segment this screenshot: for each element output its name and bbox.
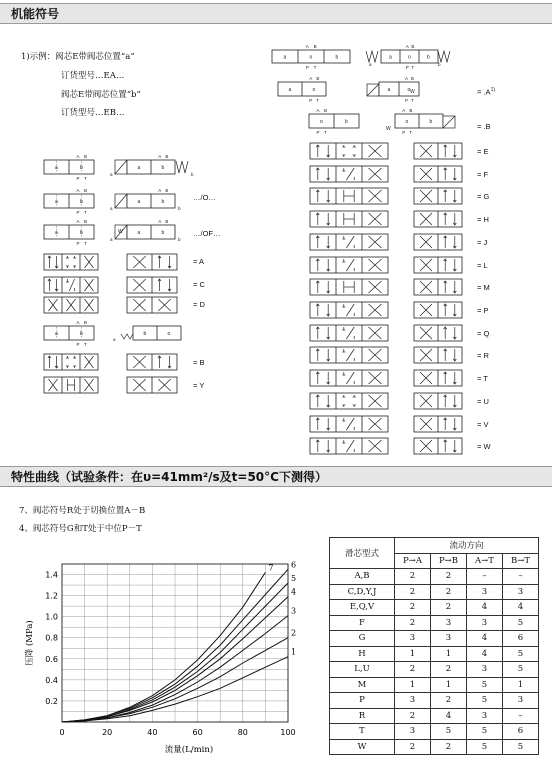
port-p: P <box>405 65 409 70</box>
table-row <box>330 724 539 740</box>
spool-type-cell: F <box>330 615 395 631</box>
series-label: 6 <box>291 560 297 570</box>
valve-envelope <box>310 393 388 409</box>
flow-value-cell: 1 <box>395 646 431 662</box>
port-b: B <box>313 44 317 49</box>
table-header-direction: B→T <box>503 553 539 569</box>
port-p: P <box>402 130 406 135</box>
port-p: P <box>305 65 309 70</box>
flow-value-cell: 2 <box>431 569 467 585</box>
label-right-spool: = Q <box>477 329 490 338</box>
flow-value-cell: – <box>503 569 539 585</box>
x-tick-label: 100 <box>280 728 296 737</box>
x-axis-label: 流量(L/min) <box>164 745 214 755</box>
valve-envelope <box>310 347 388 363</box>
flow-value-cell: 2 <box>431 739 467 755</box>
table-row <box>330 708 539 724</box>
spool-type-cell: M <box>330 677 395 693</box>
label-y: = Y <box>193 381 205 390</box>
series-label: 1 <box>291 647 297 657</box>
flow-value-cell: 5 <box>503 739 539 755</box>
port-b: B <box>316 76 320 81</box>
flow-value-cell: 2 <box>431 584 467 600</box>
y-tick-label: 0.4 <box>45 675 58 685</box>
label-right-b: = .B <box>477 122 491 131</box>
position-letter: b <box>80 331 83 337</box>
position-letter: b <box>429 119 433 125</box>
x-tick-label: 0 <box>59 728 65 737</box>
table-header-direction: P→B <box>431 553 467 569</box>
port-t: T <box>411 98 414 103</box>
table-row <box>330 569 539 585</box>
valve-envelope <box>310 438 388 454</box>
position-letter: o <box>167 331 171 337</box>
port-t: T <box>84 176 87 181</box>
spool-type-cell: W <box>330 739 395 755</box>
port-t: T <box>324 130 327 135</box>
flow-value-cell: 5 <box>503 662 539 678</box>
spool-type-cell: R <box>330 708 395 724</box>
flow-value-cell: 3 <box>431 631 467 647</box>
x-tick-label: 60 <box>192 728 203 737</box>
flow-value-cell: – <box>503 708 539 724</box>
flow-value-cell: 3 <box>395 724 431 740</box>
port-b: B <box>409 108 413 113</box>
x-tick-label: 80 <box>237 728 248 737</box>
note-line-1: 7、阀芯符号R处于切换位置A－B <box>19 506 146 516</box>
position-letter: a <box>369 62 372 67</box>
position-letter: a <box>113 337 116 342</box>
example-line-4: 订货型号…EB… <box>61 108 125 118</box>
port-b: B <box>165 188 169 193</box>
position-letter: b <box>335 54 339 61</box>
position-letter: b <box>191 172 194 177</box>
port-b: B <box>84 188 88 193</box>
port-a: A <box>76 219 80 224</box>
position-letter: a <box>110 237 113 242</box>
port-b: B <box>324 108 328 113</box>
y-tick-label: 0.6 <box>45 654 58 664</box>
table-row <box>330 631 539 647</box>
position-letter: b <box>80 230 83 236</box>
flow-value-cell: 1 <box>503 677 539 693</box>
position-letter: b <box>161 230 165 236</box>
flow-value-cell: 3 <box>503 693 539 709</box>
position-letter: a <box>55 331 58 337</box>
x-tick-label: 20 <box>102 728 113 737</box>
flow-value-cell: 4 <box>467 646 503 662</box>
flow-value-cell: 1 <box>431 646 467 662</box>
flow-value-cell: 5 <box>467 724 503 740</box>
port-a: A <box>158 154 162 159</box>
spring <box>366 51 378 62</box>
table-header-spool: 滑芯型式 <box>330 538 395 569</box>
port-p: P <box>76 342 80 347</box>
port-b: B <box>84 219 88 224</box>
port-a: A <box>405 44 409 49</box>
position-letter: a <box>137 199 141 205</box>
valve-envelope <box>310 166 388 182</box>
port-b: B <box>165 154 169 159</box>
label-right-spool: = M <box>477 283 490 292</box>
flow-value-cell: 3 <box>395 693 431 709</box>
position-letter: a <box>110 172 113 177</box>
port-t: T <box>84 241 87 246</box>
label-right-spool: = L <box>477 261 488 270</box>
position-letter: a <box>389 54 392 61</box>
flow-value-cell: 4 <box>431 708 467 724</box>
flow-value-cell: 3 <box>395 631 431 647</box>
example-line-2: 订货型号…EA… <box>61 71 125 81</box>
flow-value-cell: 3 <box>467 662 503 678</box>
port-b: B <box>84 320 88 325</box>
label-right-spool: = G <box>477 192 490 201</box>
flow-value-cell: 1 <box>431 677 467 693</box>
label-right-a-footnote: 1) <box>490 87 496 93</box>
label-right-spool: = J <box>477 238 488 247</box>
spool-type-cell: L,U <box>330 662 395 678</box>
pressure-drop-chart <box>20 552 310 762</box>
port-t: T <box>409 130 413 135</box>
flow-value-cell: 2 <box>395 569 431 585</box>
flow-value-cell: 2 <box>395 615 431 631</box>
position-letter: o <box>407 87 411 93</box>
port-a: A <box>309 76 313 81</box>
valve-envelope <box>44 254 98 270</box>
label-of: …/OF… <box>193 229 221 238</box>
valve-envelope <box>310 302 388 318</box>
table-row <box>330 646 539 662</box>
example-line-3: 阀芯E带阀芯位置“b” <box>61 90 141 100</box>
label-right-spool: = R <box>477 351 489 360</box>
port-p: P <box>309 98 313 103</box>
port-t: T <box>411 65 415 70</box>
flow-value-cell: 3 <box>503 584 539 600</box>
valve-envelope <box>310 370 388 386</box>
port-b: B <box>411 76 415 81</box>
position-letter: o <box>405 119 409 125</box>
flow-value-cell: 2 <box>395 662 431 678</box>
position-letter: o <box>408 54 411 61</box>
position-letter: a <box>137 230 141 236</box>
table-row <box>330 584 539 600</box>
position-letter: b <box>80 165 83 171</box>
series-label: 2 <box>291 628 297 638</box>
label-b: = B <box>193 358 205 367</box>
label-right-spool: = U <box>477 397 489 406</box>
position-letter: b <box>80 199 83 205</box>
flow-value-cell: 4 <box>467 631 503 647</box>
section-title: 特性曲线（试验条件：在υ=41mm²/s及t=50°C下测得） <box>11 470 327 484</box>
port-t: T <box>84 210 87 215</box>
flow-value-cell: 5 <box>431 724 467 740</box>
flow-value-cell: 5 <box>467 677 503 693</box>
flow-value-cell: 5 <box>467 693 503 709</box>
position-letter: a <box>387 87 391 93</box>
table-row <box>330 677 539 693</box>
port-b: B <box>84 154 88 159</box>
position-letter: a <box>55 165 58 171</box>
port-p: P <box>405 98 409 103</box>
position-letter: a <box>137 165 141 171</box>
position-letter: b <box>161 165 165 171</box>
detent-letter: W <box>386 126 391 132</box>
label-right-spool: = W <box>477 442 491 451</box>
port-p: P <box>316 130 320 135</box>
x-tick-label: 40 <box>147 728 158 737</box>
flow-value-cell: 3 <box>467 708 503 724</box>
section-header-curves <box>0 466 552 487</box>
valve-envelope <box>44 277 98 293</box>
position-letter: o <box>309 54 313 61</box>
port-t: T <box>313 65 317 70</box>
label-right-spool: = T <box>477 374 488 383</box>
example-line-1: 1)示例：阀芯E带阀芯位置“a” <box>21 52 135 62</box>
valve-envelope <box>310 257 388 273</box>
spool-type-cell: T <box>330 724 395 740</box>
flow-value-cell: 2 <box>395 708 431 724</box>
y-tick-label: 1.0 <box>45 612 58 622</box>
y-tick-label: 0.8 <box>45 633 58 643</box>
y-tick-label: 1.4 <box>45 570 58 580</box>
table-header-direction: P→A <box>395 553 431 569</box>
port-a: A <box>76 154 80 159</box>
series-label: 4 <box>291 587 297 597</box>
table-row <box>330 615 539 631</box>
flow-table <box>329 537 539 755</box>
detent-letter: W <box>410 89 415 95</box>
label-right-spool: = E <box>477 147 489 156</box>
spool-type-cell: H <box>330 646 395 662</box>
position-letter: a <box>55 230 58 236</box>
label-right-a: = $.A^{1)}$ <box>477 87 496 97</box>
position-letter: b <box>143 331 147 337</box>
flow-value-cell: 5 <box>467 739 503 755</box>
flow-value-cell: 1 <box>395 677 431 693</box>
flow-value-cell: 2 <box>395 739 431 755</box>
flow-value-cell: 5 <box>503 615 539 631</box>
y-tick-label: 0.2 <box>45 696 58 706</box>
port-a: A <box>316 108 320 113</box>
valve-envelope <box>44 354 98 370</box>
flow-value-cell: 2 <box>395 584 431 600</box>
valve-envelope <box>310 143 388 159</box>
flow-value-cell: 2 <box>431 693 467 709</box>
label-a: = A <box>193 257 205 266</box>
label-right-spool: = H <box>477 215 489 224</box>
section-title: 机能符号 <box>11 7 60 21</box>
port-p: P <box>76 241 80 246</box>
flow-value-cell: 4 <box>503 600 539 616</box>
flow-value-cell: 5 <box>503 646 539 662</box>
position-letter: a <box>110 206 113 211</box>
flow-value-cell: 2 <box>431 600 467 616</box>
flow-value-cell: 4 <box>467 600 503 616</box>
flow-value-cell: 6 <box>503 631 539 647</box>
series-label: 3 <box>291 606 297 616</box>
port-a: A <box>158 188 162 193</box>
detent-letter: W <box>118 229 123 235</box>
position-letter: a <box>283 54 287 61</box>
port-a: A <box>76 320 80 325</box>
port-p: P <box>76 176 80 181</box>
flow-value-cell: 3 <box>431 615 467 631</box>
spool-type-cell: E,Q,V <box>330 600 395 616</box>
spool-type-cell: P <box>330 693 395 709</box>
port-t: T <box>84 342 87 347</box>
position-letter: b <box>438 62 441 67</box>
valve-envelope <box>310 234 388 250</box>
port-a: A <box>76 188 80 193</box>
port-b: B <box>165 219 169 224</box>
port-t: T <box>316 98 320 103</box>
port-a: A <box>402 108 406 113</box>
label-right-spool: = F <box>477 170 489 179</box>
flow-value-cell: 3 <box>467 584 503 600</box>
spring <box>121 334 133 339</box>
position-letter: a <box>55 199 58 205</box>
label-right-spool: = V <box>477 420 489 429</box>
series-label: 7 <box>268 563 274 573</box>
table-header-flow: 流动方向 <box>395 538 539 554</box>
port-a: A <box>158 219 162 224</box>
valve-envelope <box>310 325 388 341</box>
port-p: P <box>76 210 80 215</box>
y-tick-label: 1.2 <box>45 591 58 601</box>
spool-type-cell: A,B <box>330 569 395 585</box>
position-letter: o <box>312 87 316 93</box>
flow-value-cell: 2 <box>395 600 431 616</box>
spool-type-cell: C,D,Y,J <box>330 584 395 600</box>
position-letter: a <box>288 87 292 93</box>
label-d: = D <box>193 300 205 309</box>
position-letter: b <box>345 119 348 125</box>
table-header-direction: A→T <box>467 553 503 569</box>
valve-envelope <box>310 416 388 432</box>
position-letter: b <box>178 237 181 242</box>
table-row <box>330 662 539 678</box>
y-axis-label: 压降 (MPa) <box>25 620 35 666</box>
position-letter: b <box>178 206 181 211</box>
label-right-spool: = P <box>477 306 489 315</box>
spring <box>176 161 188 173</box>
label-o: …/O… <box>193 193 216 202</box>
table-row <box>330 600 539 616</box>
port-a: A <box>305 44 309 49</box>
table-row <box>330 693 539 709</box>
label-c: = C <box>193 280 205 289</box>
position-letter: o <box>320 119 323 125</box>
port-b: B <box>411 44 415 49</box>
flow-value-cell: 2 <box>431 662 467 678</box>
spool-type-cell: G <box>330 631 395 647</box>
series-label: 5 <box>291 573 297 583</box>
port-a: A <box>405 76 409 81</box>
position-letter: b <box>161 199 165 205</box>
flow-value-cell: 6 <box>503 724 539 740</box>
flow-value-cell: 3 <box>467 615 503 631</box>
note-line-2: 4、阀芯符号G和T处于中位P－T <box>19 524 142 534</box>
flow-value-cell: – <box>467 569 503 585</box>
spring <box>438 51 450 62</box>
table-row <box>330 739 539 755</box>
position-letter: b <box>427 54 430 61</box>
